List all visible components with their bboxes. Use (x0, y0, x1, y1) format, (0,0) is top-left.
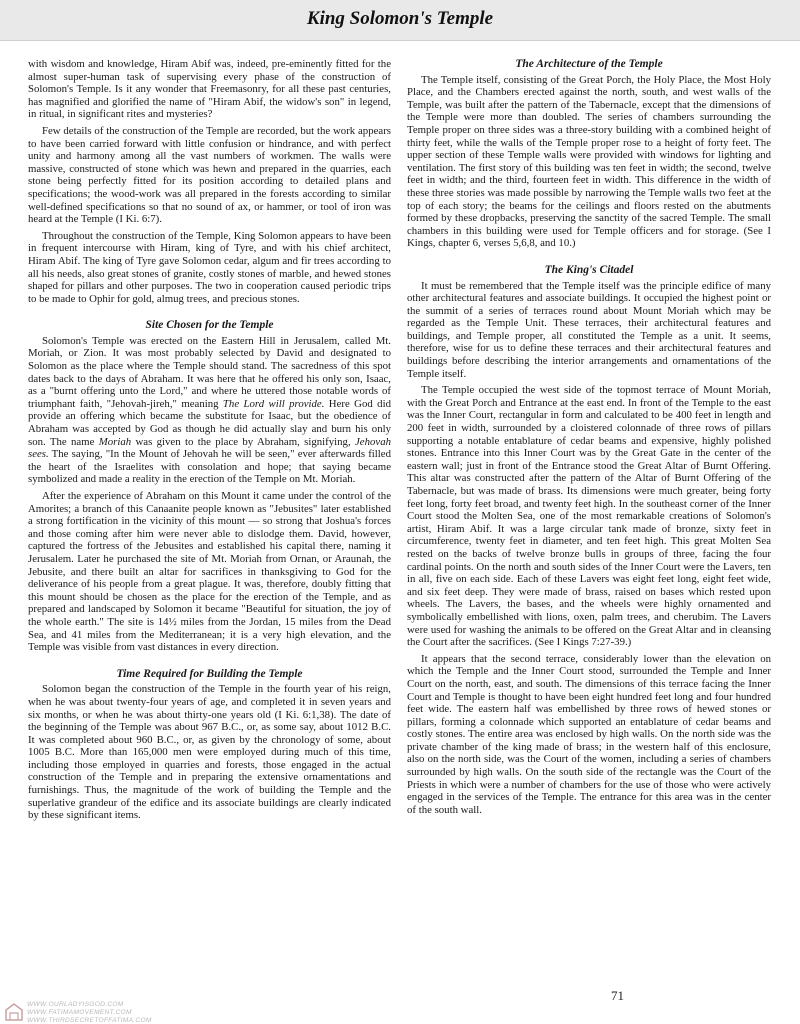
section-heading-time: Time Required for Building the Temple (116, 667, 303, 680)
paragraph: The Temple occupied the west side of the topmost terrace of Mount Moriah, with the Great Porch and Entrance at the east end. In front of the Temple to the east was the Inner Court, rectangular in form and calculated to be 400 feet in length and 200 feet in width, surrounded by a cloistered colonnade of three rows of pillars supporting a notable entablature of cedar beams and expensive, highly polished stones. Entrance into this Inner Court was by the Great Gate in the center of the eastern wall; just in front of the Entrance stood the Great Altar of Burnt Offering. This altar was constructed after the pattern of the Altar of Burnt Offering of the Tabernacle, but was made of brass. Its dimensions were much greater, being forty feet long, forty feet broad, and twenty feet high. In the southeast corner of the Inner Court stood the Molten Sea, one of the most remarkable creations of Solomon's artist, Hiram Abif. It was a large circular tank made of bronze, sixty feet in circumference, twenty feet in diameter, and ten feet high. This great Molten Sea rested on the backs of twelve bronze bulls in groups of three, facing the four cardinal points. On the north and south sides of the Inner Court were the Lavers, ten in all, five on each side. Each of these Lavers was eight feet long, eight feet wide, and six feet deep. They were made of brass, raised on bases which rested upon wheels. The Lavers, the bases, and the wheels were highly ornamented and symbolically embellished with lions, oxen, palm trees, and cherubim. The Lavers were used for washing the animals to be offered on the Great Altar and in cleansing the Court after the sacrifices. (See I Kings 7:27-39.) (407, 384, 771, 649)
paragraph: Few details of the construction of the Temple are recorded, but the work appears to have been carried forward with little confusion or hindrance, and with perfect unity and harmony among all the vast numbers of workmen. The walls were massive, constructed of stone which was hewn and prepared in the quarries, each stone being perfectly fitted for its position according to detailed plans and specifications; the wood-work was all prepared in the forests according to similar well-defined specifications so that no sound of ax, or hammer, or tool of iron was heard at the Temple (I Ki. 6:7). (28, 124, 391, 226)
right-column (407, 58, 771, 820)
paragraph: It appears that the second terrace, considerably lower than the elevation on which the Temple and the Inner Court stood, surrounded the Temple and Inner Court on the north, east, and south. The dimensions of this terrace facing the Inner Court and Temple is thought to have been eight hundred feet long and four hundred feet wide. The eastern half was embellished by three rows of hewed stones or pillars, forming a colonnade which supported an entablature of cedar beams and costly stones. The entire area was enclosed by high walls. On the north side was the private chamber of the king made of brass; in the western half of this enclosure, also on the north side, was the Court of the women, including a series of chambers surrounded by high walls. On the south side of the rectangle was the Court of the Priests in which were a number of chambers for the use of those who were actively engaged in the services of the Temple. The entrance for this area was in the center of the south wall. (407, 652, 771, 816)
paragraph: Throughout the construction of the Temple, King Solomon appears to have been in frequent intercourse with Hiram, king of Tyre, and with his chief architect, Hiram Abif. The king of Tyre gave Solomon cedar, algum and fir trees according to all his needs, also great stones of granite, costly stones of marble, and hewed stones shaped for pillars and other purposes. The two in cooperation caused periodic trips to be made to Ophir for gold, almug trees, and precious stones. (28, 229, 391, 305)
page-title: King Solomon's Temple (306, 8, 494, 29)
paragraph-text: Solomon's Temple was erected on the Eastern Hill in Jerusalem, called Mt. Moriah, or Zion. It was most probably selected by David and designated to Solomon as the place where the Temple should stand. The sacredness of this spot dates back to the days of Abraham. It was here that he offered his only son, Isaac, as a "burnt offering unto the Lord," and where he uttered those notable words of triumphant faith, "Jehovah-jireh," meaning (28, 334, 391, 410)
watermark-logo-icon (4, 1003, 24, 1021)
section-heading-architecture: The Architecture of the Temple (515, 58, 663, 70)
paragraph: Solomon began the construction of the Temple in the fourth year of his reign, when he was about twenty-four years of age, and completed it in seven years and six months, or when he was about thirty-one years old (I Ki. 6:1,38). The date of the beginning of the Temple was about 967 B.C., or, as some say, about 1012 B.C. It was completed about 960 B.C., or, as given by the chronology of some, about 1005 B.C. More than 165,000 men were employed during much of this time, including those employed in quarries and forests, those engaged in the actual construction of the Temple and in preparing the extensive ornamentations and furnishings. Thus, the magnitude of the work of building the Temple and the superlative grandeur of the edifice and its associate buildings are clearly indicated by these significant items. (28, 683, 391, 822)
footer-link[interactable]: WWW.FATIMAMOVEMENT.COM (27, 1008, 132, 1016)
footer-link[interactable]: WWW.OURLADYISGOD.COM (27, 1001, 124, 1008)
italic-phrase: The Lord will provide. (222, 397, 325, 410)
left-column (28, 58, 391, 826)
paragraph-text: was given to the place by Abraham, signifying, (131, 435, 356, 448)
paragraph: After the experience of Abraham on this Mount it came under the control of the Amorites; a branch of this Canaanite people known as "Jebusites" later established a strong fortification in the vicinity of this mount — so strong that Joshua's forces and those coming after him were never able to dislodge them. David, however, captured the fortress of the Jebusites and established his capital there, naming it Jerusalem. Later he purchased the site of Mt. Moriah from Ornan, or Araunah, the Jebusite, and there built an altar for sacrifices in thanksgiving to God for the deliverance of his people from a great plague. It was, therefore, doubly fitting that this mount should be chosen as the place for the erection of the Temple, and as prepared and landscaped by Solomon it became "Beautiful for situation, the joy of the whole earth." The site is 14½ miles from the Jordan, 15 miles from the Dead Sea, and 41 miles from the Mediterranean; it is a very high elevation, and the Temple was visible from vast distances in every direction. (28, 490, 391, 654)
paragraph: with wisdom and knowledge, Hiram Abif was, indeed, pre-eminently fitted for the almost super-human task of supervising every phase of the construction of Solomon's Temple. Is it any wonder that Freemasonry, for all these past centuries, has magnified and glorified the name of "Hiram Abif, the widow's son" in legend, in ritual, in significant rites and mysteries? (28, 58, 391, 121)
footer-links (27, 1001, 152, 1024)
page-number: 71 (611, 988, 624, 1003)
italic-phrase: Moriah (98, 435, 132, 448)
header-bar (0, 0, 800, 41)
paragraph (28, 335, 391, 486)
paragraph-text: The saying, "In the Mount of Jehovah he will be seen," ever afterwards filled the heart of the Israelites with consolation and hope; that saying became symbolized and made a reality in the erection of the Temple on Mt. Moriah. (28, 448, 391, 486)
footer-link[interactable]: WWW.THIRDSECRETOFFATIMA.COM (27, 1016, 152, 1024)
paragraph: The Temple itself, consisting of the Great Porch, the Holy Place, the Most Holy Place, and the Chambers erected against the north, south, and west walls of the Temple, was built after the pattern of the Tabernacle, except that the dimensions of the Temple were more than doubled. The series of chambers surrounding the Temple proper on three sides was a three-story building with a combined height of thirty feet, while the walls of the Temple proper rose to a height of forty feet. The upper section of these Temple walls were provided with windows for lighting and ventilation. The first story of this building was ten feet in width; the second, twelve feet in width; and the third, fourteen feet in width. This difference in the width of these three stories was made possible by narrowing the Temple walls two feet at the top of each story; the beams for the ceilings and floors rested on the abutments formed by these dropbacks, preserving the sanctity of the sacred Temple. The small chambers in this building were used for Temple officers and for storage. (See I Kings, chapter 6, verses 5,6,8, and 10.) (407, 73, 771, 250)
italic-phrase: Jehovah sees. (28, 435, 391, 461)
section-heading-site: Site Chosen for the Temple (145, 319, 274, 332)
section-heading-citadel: The King's Citadel (544, 263, 634, 276)
paragraph-text: Here God did provide an offering which became the substitute for Isaac, but the obedience of Abraham was accepted by God as though he did actually slay and burn his only son. The name (28, 397, 391, 448)
paragraph: It must be remembered that the Temple itself was the principle edifice of many other architectural features and associate buildings. It occupied the highest point or the summit of a series of terraces round about Mount Moriah which may be regarded as the Temple Unit. These terraces, their architectural features and buildings, and Temple proper, all constituted the Temple as a unit. It seems, therefore, wise for us to define these terraces and their architectural features and buildings before describing the interior arrangements and ornamentations of the Temple itself. (407, 279, 771, 380)
